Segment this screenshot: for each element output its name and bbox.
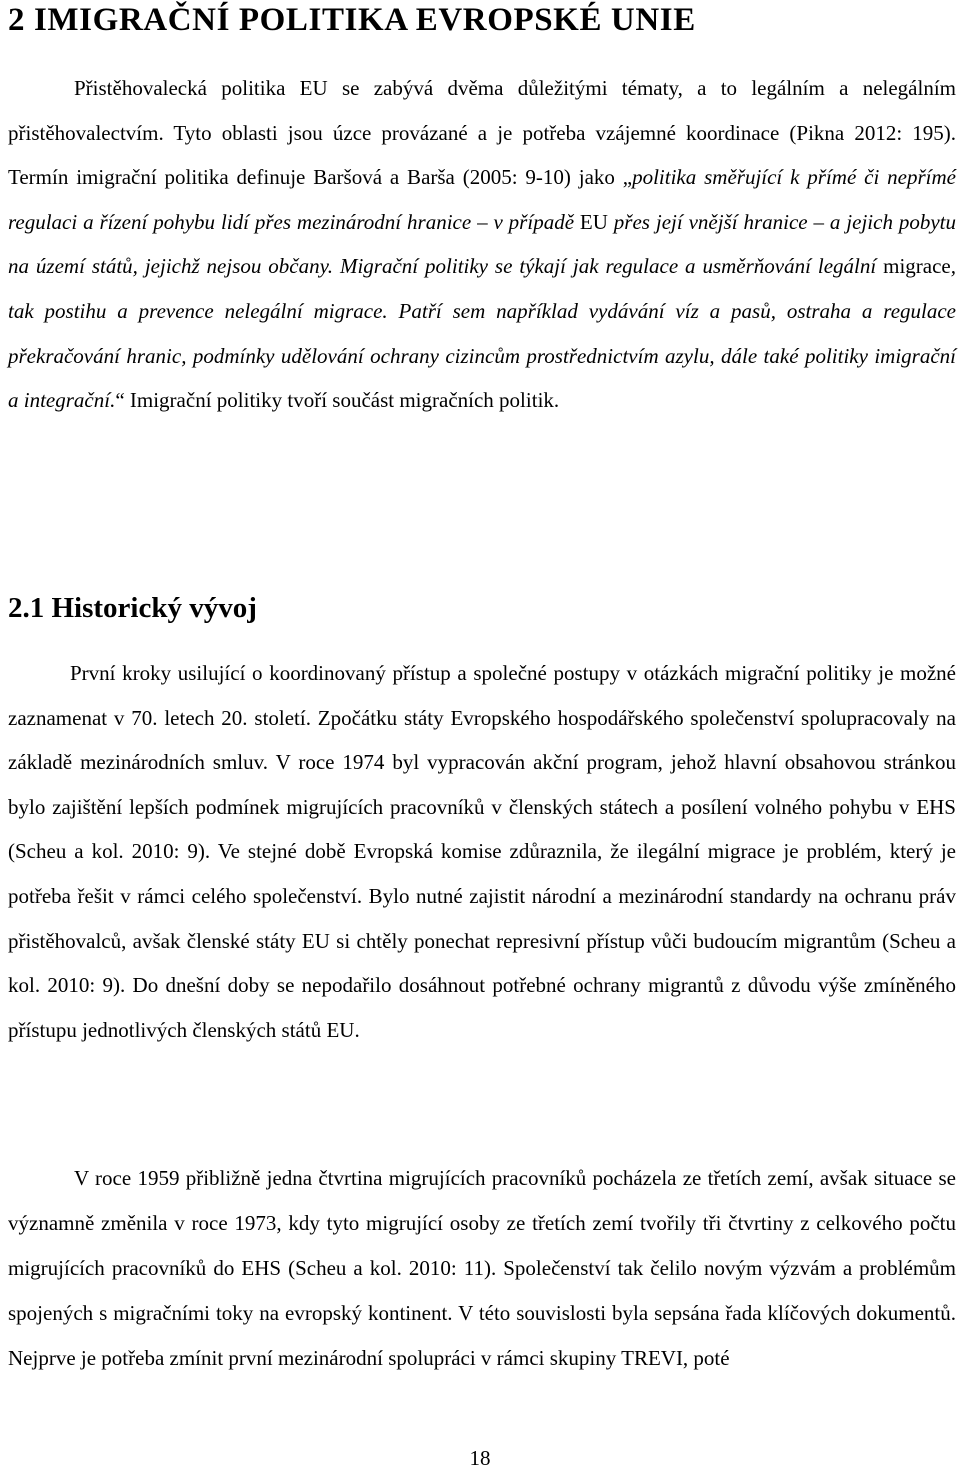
text-run: “ Imigrační politiky tvoří součást migračních politik. xyxy=(115,388,560,413)
text-run: Přistěhovalecká politika EU se zabývá dvěma důležitými tématy, a to legálním a nelegálním přistěhovalectvím. Tyto oblasti jsou úzce provázané a je potřeba vzájemné koordinace (Pikna 2012: 195). Termín imigrační politika definuje Baršová a Barša (2005: 9-10) jako „ xyxy=(8,76,956,190)
paragraph-text: První kroky usilující o koordinovaný přístup a společné postupy v otázkách migrační politiky je možné zaznamenat v 70. letech 20. století. Zpočátku státy Evropského hospodářského společenství spolupracovaly na základě mezinárodních smluv. V roce 1974 byl vypracován akční program, jehož hlavní obsahovou stránkou bylo zajištění lepších podmínek migrujících pracovníků v členských státech a posílení volného pohybu v EHS (Scheu a kol. 2010: 9). Ve stejné době Evropská komise zdůraznila, že ilegální migrace je problém, který je potřeba řešit v rámci celého společenství. Bylo nutné zajistit národní a mezinárodní standardy na ochranu práv přistěhovalců, avšak členské státy EU si chtěly ponechat represivní přístup vůči budoucím migrantům (Scheu a kol. 2010: 9). Do dnešní doby se nepodařilo dosáhnout potřebné ochrany migrantů z důvodu výše zmíněného přístupu jednotlivých členských států EU. xyxy=(8,661,956,1042)
chapter-heading: 2 IMIGRAČNÍ POLITIKA EVROPSKÉ UNIE xyxy=(8,2,696,38)
paragraph-history xyxy=(8,651,956,1052)
page-number: 18 xyxy=(469,1446,491,1470)
text-run: EU xyxy=(579,209,608,234)
quote-italic-run: přes její vnější hranice – a jejich pobytu na území států, jejichž nejsou občany. Migrační politiky se týkají jak regulace a usměrňování legální xyxy=(8,209,956,279)
quote-italic-run: politika směřující k přímé či nepřímé regulaci a řízení pohybu lidí přes mezinárodní hranice – v případě xyxy=(8,165,956,234)
section-heading: 2.1 Historický vývoj xyxy=(8,592,257,624)
text-run: migrace xyxy=(883,254,951,279)
paragraph-1959 xyxy=(8,1156,956,1381)
quote-italic-run: , tak postihu a prevence nelegální migrace. Patří sem například vydávání víz a pasů, ostraha a regulace překračování hranic, podmínky udělování ochrany cizincům prostřednictvím azylu, dále také politiky imigrační a integrační. xyxy=(8,254,956,413)
paragraph-text: V roce 1959 přibližně jedna čtvrtina migrujících pracovníků pocházela ze třetích zemí, avšak situace se významně změnila v roce 1973, kdy tyto migrující osoby ze třetích zemí tvořily tři čtvrtiny z celkového počtu migrujících pracovníků do EHS (Scheu a kol. 2010: 11). Společenství tak čelilo novým výzvám a problémům spojených s migračními toky na evropský kontinent. V této souvislosti byla sepsána řada klíčových dokumentů. Nejprve je potřeba zmínit první mezinárodní spolupráci v rámci skupiny TREVI, poté xyxy=(8,1166,956,1370)
paragraph-intro xyxy=(8,66,956,423)
